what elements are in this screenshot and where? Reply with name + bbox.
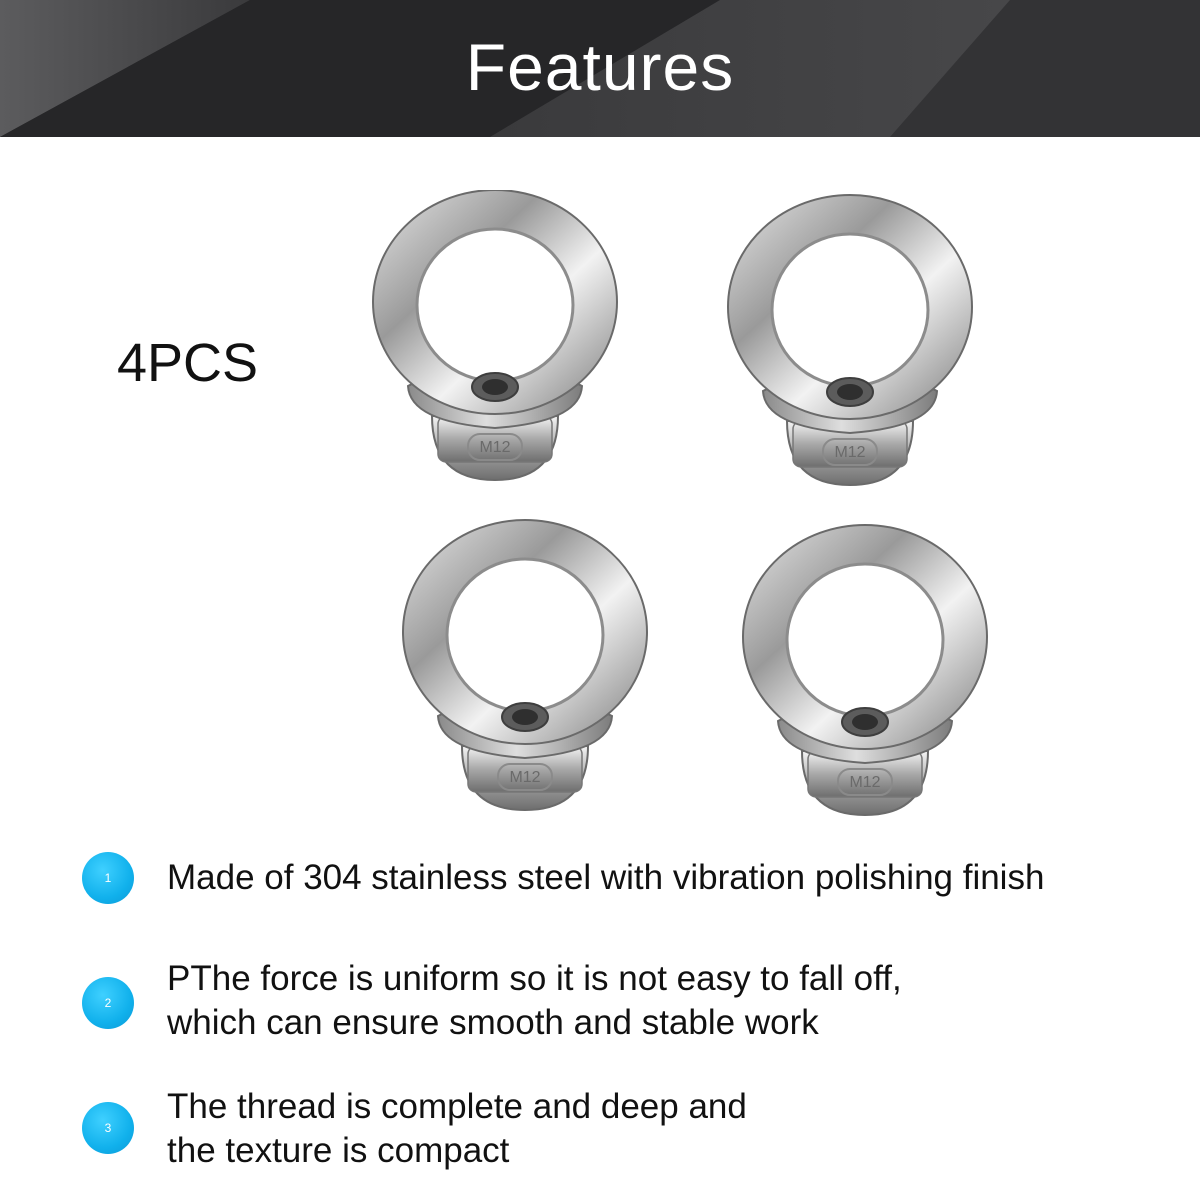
feature-number-badge: 1 <box>82 852 134 904</box>
eye-nut-bottom-left <box>403 520 647 810</box>
feature-text: The thread is complete and deep and the texture is compact <box>167 1087 747 1170</box>
eye-nut-top-left <box>373 190 617 480</box>
feature-text: Made of 304 stainless steel with vibration polishing finish <box>167 858 1045 897</box>
engraving-text: M12 <box>849 774 881 791</box>
eye-nut-top-right <box>728 195 972 485</box>
engraving-text: M12 <box>479 439 511 456</box>
feature-number-badge: 3 <box>82 1102 134 1154</box>
feature-text: PThe force is uniform so it is not easy to fall off, which can ensure smooth and stable work <box>167 959 902 1042</box>
engraving-text: M12 <box>834 444 866 461</box>
feature-number-badge: 2 <box>82 977 134 1029</box>
quantity-label: 4PCS <box>117 333 259 393</box>
header-banner <box>0 0 1200 137</box>
page-title: Features <box>465 29 735 104</box>
engraving-text: M12 <box>509 769 541 786</box>
eye-nut-bottom-right <box>743 525 987 815</box>
eye-nut-product-photo <box>360 190 1020 820</box>
